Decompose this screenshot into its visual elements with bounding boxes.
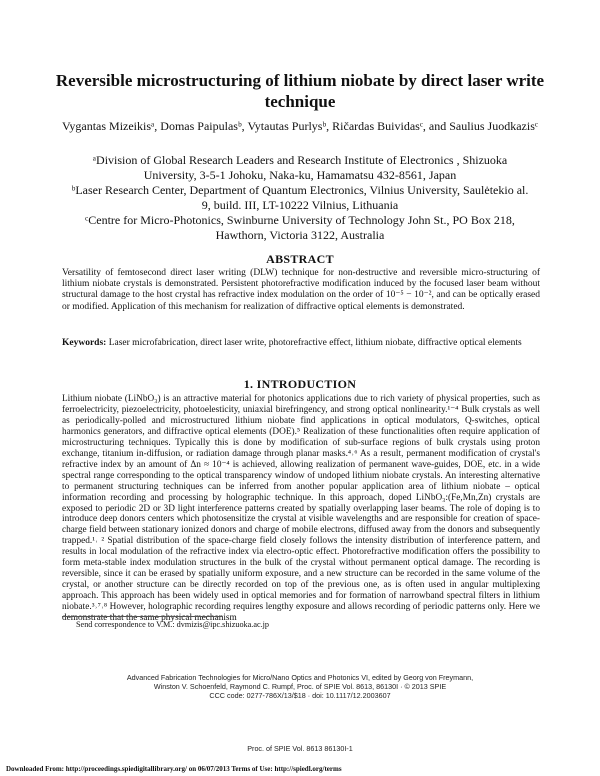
footnote-rule — [62, 616, 222, 617]
footer-line: Winston V. Schoenfeld, Raymond C. Rumpf, Proc. of SPIE Vol. 8613, 86130I · © 2013 SPIE — [153, 682, 447, 692]
publication-footer — [60, 673, 540, 701]
affiliation-b: ᵇLaser Research Center, Department of Quantum Electronics, Vilnius University, Saulėtekio al. 9, build. III, LT-10222 Vilnius, Lithuania — [71, 183, 529, 212]
abstract-text: Versatility of femtosecond direct laser writing (DLW) technique for non-destructive and reversible micro-structuring of lithium niobate crystals is demonstrated. Persistent photorefractive modification induced by the focused laser beam without structural damage to the host crystal has refractive index modulation on the order of 10⁻⁵ − 10⁻², and can be optically erased or modified. Application of this mechanism for realization of diffractive optical elements is demonstrated. — [62, 268, 540, 312]
page-number: Proc. of SPIE Vol. 8613 86130I-1 — [247, 744, 353, 753]
introduction-text: Lithium niobate (LiNbO₃) is an attractive material for photonics applications due to rich variety of physical properties, such as ferroelectricity, piezoelectricity, photoelesticity, uniaxial birefringency, and strong optical nonlinearity.¹⁻⁴ Bulk crystals as well as periodically-polled and microstructured lithium niobate find applications in optical modulators, Q-switches, optical harmonics generators, and diffractive optical elements (DOE).⁵ Realization of these functionalities often require application of microstructuring techniques. Typically this is done by modification of sub-surface regions of bulk crystals using proton exchange, titanium in-diffusion, or radiation damage through planar masks.⁴˒⁶ As a result, permanent modification of crystal's refractive index by an amount of Δn ≈ 10⁻⁴ is achieved, allowing realization of permanent wave-guides, DOE, etc. in a wide spectral range corresponding to the optical transparency window of undoped lithium niobate crystals. An interesting alternative to permanent structuring techniques can be inferred from another popular application area of lithium niobate – optical information recording and processing by holographic technique. In this approach, doped LiNbO₃:(Fe,Mn,Zn) crystals are exposed to periodic 2D or 3D light interference patterns created by spatially overlapping laser beams. The role of doping is to introduce deep donors centers which photosensitize the crystal at visible wavelengths and are responsible for creation of space-charge field between stationary ionized donors and charge of mobile electrons, diffused away from the donors and subsequently trapped.¹˒ ² Spatial distribution of the space-charge field closely follows the intensity distribution of interference pattern, and results in local modulation of the refractive index via electro-optic effect. Photorefractive modification offers the possibility to form meta-stable index modulation structures in the bulk of the crystal without permanent optical damage. The recording is reversible, since it can be erased by spatially uniform exposure, and a new structure can be recorded in the same volume of the crystal, or another structure can be directly recorded on top of the previous one, as is often used in angular multiplexing approach. This approach has been widely used in optical memories and for formation of narrowband spectral filters in lithium niobate.³˒⁷˒⁸ However, holographic recording requires lengthy exposure and allows recording of periodic patterns only. Here we demonstrate that the same physical mechanism — [62, 394, 540, 624]
keywords — [62, 338, 540, 349]
abstract-heading: ABSTRACT — [266, 252, 334, 266]
affiliation-a: ᵃDivision of Global Research Leaders and Research Institute of Electronics , Shizuoka University, 3-5-1 Johoku, Naka-ku, Hamamatsu 432-8561, Japan — [92, 153, 508, 182]
affiliation-c: ᶜCentre for Micro-Photonics, Swinburne University of Technology John St., PO Box 218, Hawthorn, Victoria 3122, Australia — [85, 213, 515, 242]
keywords-label: Keywords: — [62, 338, 107, 348]
introduction-heading: 1. INTRODUCTION — [243, 377, 357, 391]
download-notice: Downloaded From: http://proceedings.spiedigitallibrary.org/ on 06/07/2013 Terms of Use: http://spiedl.org/terms — [6, 765, 342, 773]
correspondence-footnote: Send correspondence to V.M.: dvmizis@ipc.shizuoka.ac.jp — [76, 620, 270, 629]
keywords-text: Laser microfabrication, direct laser write, photorefractive effect, lithium niobate, diffractive optical elements — [108, 338, 522, 348]
footer-line: Advanced Fabrication Technologies for Micro/Nano Optics and Photonics VI, edited by Georg von Freymann, — [126, 673, 474, 682]
author-list: Vygantas Mizeikisᵃ, Domas Paipulasᵇ, Vytautas Purlysᵇ, Ričardas Buividasᶜ, and Saulius Juodkazisᶜ — [62, 119, 538, 133]
paper-title: Reversible microstructuring of lithium niobate by direct laser write technique — [55, 71, 545, 111]
footer-line: CCC code: 0277-786X/13/$18 · doi: 10.1117/12.2003607 — [209, 691, 391, 701]
